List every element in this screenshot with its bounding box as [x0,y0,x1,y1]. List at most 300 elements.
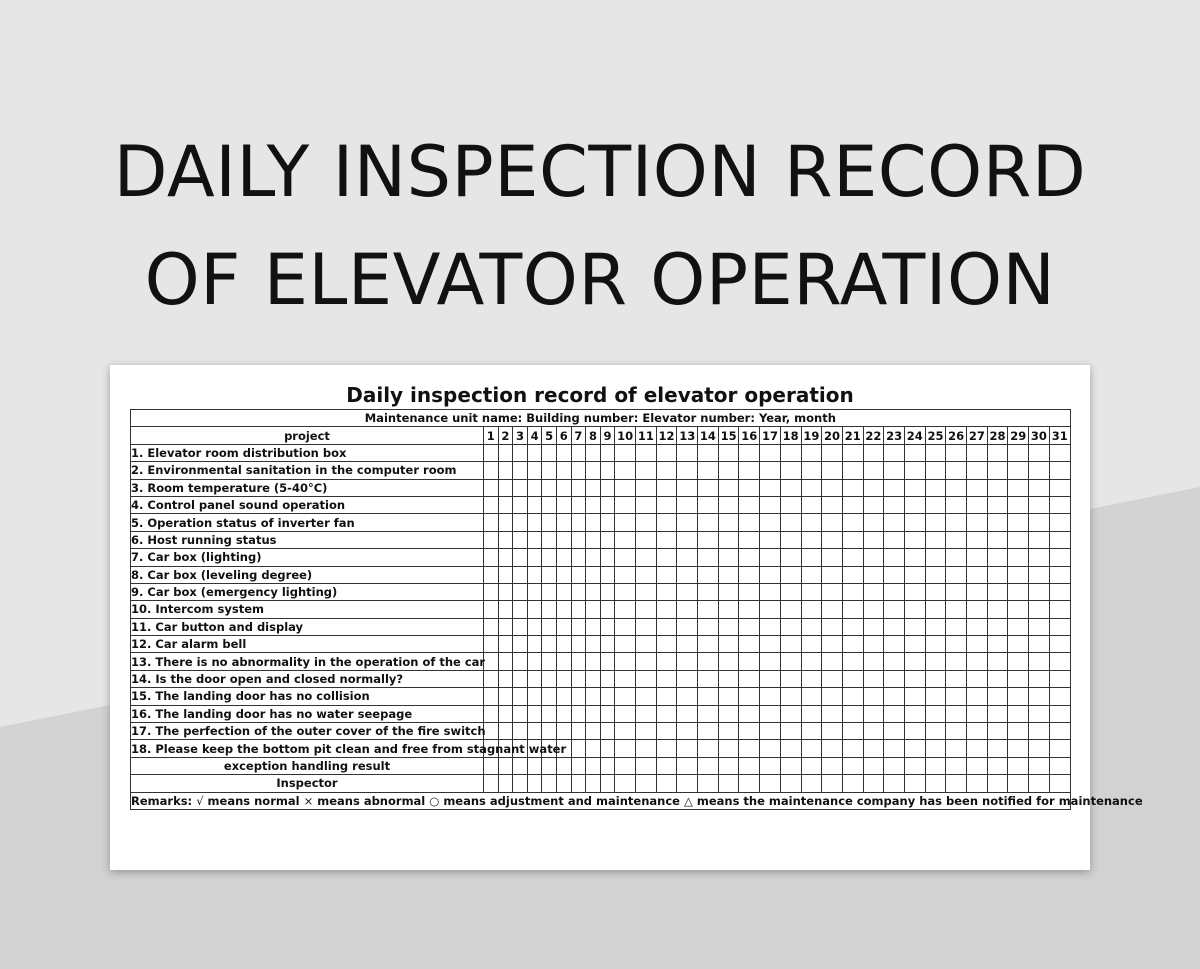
check-cell[interactable] [801,514,822,531]
check-cell[interactable] [739,653,760,670]
check-cell[interactable] [513,479,528,496]
signature-cell[interactable] [967,775,988,792]
check-cell[interactable] [760,444,781,461]
check-cell[interactable] [600,705,615,722]
check-cell[interactable] [484,566,499,583]
check-cell[interactable] [1029,531,1050,548]
check-cell[interactable] [498,636,513,653]
check-cell[interactable] [484,444,499,461]
check-cell[interactable] [571,462,586,479]
check-cell[interactable] [1008,740,1029,757]
check-cell[interactable] [1029,496,1050,513]
check-cell[interactable] [801,549,822,566]
check-cell[interactable] [1049,566,1070,583]
check-cell[interactable] [615,705,636,722]
check-cell[interactable] [586,479,601,496]
check-cell[interactable] [656,462,677,479]
check-cell[interactable] [600,583,615,600]
check-cell[interactable] [513,653,528,670]
check-cell[interactable] [946,514,967,531]
signature-cell[interactable] [698,775,719,792]
check-cell[interactable] [760,566,781,583]
check-cell[interactable] [1029,636,1050,653]
check-cell[interactable] [542,636,557,653]
check-cell[interactable] [987,653,1008,670]
check-cell[interactable] [542,514,557,531]
check-cell[interactable] [987,688,1008,705]
check-cell[interactable] [484,462,499,479]
check-cell[interactable] [600,549,615,566]
check-cell[interactable] [987,531,1008,548]
check-cell[interactable] [863,462,884,479]
check-cell[interactable] [698,688,719,705]
check-cell[interactable] [946,670,967,687]
check-cell[interactable] [904,531,925,548]
check-cell[interactable] [1008,462,1029,479]
check-cell[interactable] [513,549,528,566]
signature-cell[interactable] [513,775,528,792]
check-cell[interactable] [571,723,586,740]
signature-cell[interactable] [946,775,967,792]
check-cell[interactable] [556,549,571,566]
check-cell[interactable] [822,670,843,687]
check-cell[interactable] [904,618,925,635]
check-cell[interactable] [600,670,615,687]
check-cell[interactable] [967,688,988,705]
check-cell[interactable] [484,583,499,600]
check-cell[interactable] [636,618,657,635]
check-cell[interactable] [1008,705,1029,722]
signature-cell[interactable] [1049,757,1070,774]
check-cell[interactable] [925,462,946,479]
check-cell[interactable] [760,462,781,479]
check-cell[interactable] [822,723,843,740]
check-cell[interactable] [615,549,636,566]
check-cell[interactable] [925,444,946,461]
check-cell[interactable] [656,636,677,653]
check-cell[interactable] [801,670,822,687]
check-cell[interactable] [484,549,499,566]
check-cell[interactable] [946,653,967,670]
check-cell[interactable] [842,479,863,496]
check-cell[interactable] [527,531,542,548]
check-cell[interactable] [571,444,586,461]
check-cell[interactable] [656,723,677,740]
check-cell[interactable] [498,583,513,600]
check-cell[interactable] [1008,601,1029,618]
check-cell[interactable] [498,688,513,705]
check-cell[interactable] [904,705,925,722]
signature-cell[interactable] [946,757,967,774]
check-cell[interactable] [842,688,863,705]
check-cell[interactable] [1008,566,1029,583]
check-cell[interactable] [801,636,822,653]
check-cell[interactable] [842,601,863,618]
check-cell[interactable] [556,688,571,705]
check-cell[interactable] [760,670,781,687]
check-cell[interactable] [1049,514,1070,531]
check-cell[interactable] [527,723,542,740]
signature-cell[interactable] [801,775,822,792]
check-cell[interactable] [946,705,967,722]
check-cell[interactable] [863,688,884,705]
check-cell[interactable] [600,653,615,670]
check-cell[interactable] [542,618,557,635]
check-cell[interactable] [863,444,884,461]
check-cell[interactable] [967,601,988,618]
check-cell[interactable] [698,653,719,670]
check-cell[interactable] [760,688,781,705]
check-cell[interactable] [1049,531,1070,548]
check-cell[interactable] [718,514,739,531]
check-cell[interactable] [527,618,542,635]
check-cell[interactable] [904,723,925,740]
check-cell[interactable] [677,601,698,618]
check-cell[interactable] [586,531,601,548]
check-cell[interactable] [822,531,843,548]
check-cell[interactable] [925,549,946,566]
check-cell[interactable] [600,566,615,583]
check-cell[interactable] [484,479,499,496]
check-cell[interactable] [946,740,967,757]
check-cell[interactable] [884,618,905,635]
check-cell[interactable] [586,723,601,740]
check-cell[interactable] [586,462,601,479]
check-cell[interactable] [718,688,739,705]
signature-cell[interactable] [1008,775,1029,792]
check-cell[interactable] [698,462,719,479]
check-cell[interactable] [527,636,542,653]
check-cell[interactable] [739,496,760,513]
check-cell[interactable] [600,496,615,513]
check-cell[interactable] [718,462,739,479]
check-cell[interactable] [842,444,863,461]
check-cell[interactable] [904,549,925,566]
check-cell[interactable] [677,670,698,687]
check-cell[interactable] [718,636,739,653]
check-cell[interactable] [801,444,822,461]
check-cell[interactable] [946,462,967,479]
check-cell[interactable] [586,601,601,618]
check-cell[interactable] [884,723,905,740]
check-cell[interactable] [677,583,698,600]
check-cell[interactable] [842,514,863,531]
check-cell[interactable] [780,723,801,740]
check-cell[interactable] [822,496,843,513]
check-cell[interactable] [718,566,739,583]
check-cell[interactable] [636,514,657,531]
check-cell[interactable] [904,670,925,687]
check-cell[interactable] [698,740,719,757]
check-cell[interactable] [718,723,739,740]
check-cell[interactable] [822,462,843,479]
check-cell[interactable] [636,653,657,670]
check-cell[interactable] [636,479,657,496]
check-cell[interactable] [946,636,967,653]
check-cell[interactable] [636,723,657,740]
check-cell[interactable] [863,583,884,600]
signature-cell[interactable] [600,775,615,792]
check-cell[interactable] [987,583,1008,600]
check-cell[interactable] [801,479,822,496]
check-cell[interactable] [656,531,677,548]
check-cell[interactable] [739,549,760,566]
check-cell[interactable] [484,496,499,513]
check-cell[interactable] [863,618,884,635]
check-cell[interactable] [842,670,863,687]
check-cell[interactable] [656,705,677,722]
check-cell[interactable] [498,462,513,479]
check-cell[interactable] [987,496,1008,513]
check-cell[interactable] [760,618,781,635]
signature-cell[interactable] [967,757,988,774]
check-cell[interactable] [586,740,601,757]
check-cell[interactable] [925,705,946,722]
signature-cell[interactable] [718,757,739,774]
signature-cell[interactable] [636,775,657,792]
check-cell[interactable] [863,601,884,618]
check-cell[interactable] [863,705,884,722]
signature-cell[interactable] [760,775,781,792]
check-cell[interactable] [542,723,557,740]
check-cell[interactable] [1008,670,1029,687]
check-cell[interactable] [842,496,863,513]
check-cell[interactable] [842,740,863,757]
signature-cell[interactable] [571,775,586,792]
check-cell[interactable] [656,496,677,513]
check-cell[interactable] [884,636,905,653]
check-cell[interactable] [513,496,528,513]
check-cell[interactable] [1049,705,1070,722]
signature-cell[interactable] [556,757,571,774]
check-cell[interactable] [946,549,967,566]
check-cell[interactable] [718,496,739,513]
check-cell[interactable] [780,549,801,566]
check-cell[interactable] [967,653,988,670]
signature-cell[interactable] [842,775,863,792]
check-cell[interactable] [780,740,801,757]
check-cell[interactable] [739,583,760,600]
check-cell[interactable] [946,566,967,583]
check-cell[interactable] [698,601,719,618]
check-cell[interactable] [542,601,557,618]
check-cell[interactable] [656,566,677,583]
check-cell[interactable] [542,496,557,513]
check-cell[interactable] [780,531,801,548]
signature-cell[interactable] [842,757,863,774]
check-cell[interactable] [760,723,781,740]
check-cell[interactable] [556,705,571,722]
check-cell[interactable] [760,601,781,618]
check-cell[interactable] [542,462,557,479]
check-cell[interactable] [863,670,884,687]
check-cell[interactable] [600,462,615,479]
check-cell[interactable] [513,723,528,740]
check-cell[interactable] [513,688,528,705]
check-cell[interactable] [677,618,698,635]
check-cell[interactable] [863,514,884,531]
check-cell[interactable] [498,549,513,566]
check-cell[interactable] [1029,601,1050,618]
check-cell[interactable] [760,531,781,548]
check-cell[interactable] [1008,531,1029,548]
check-cell[interactable] [571,549,586,566]
check-cell[interactable] [987,670,1008,687]
check-cell[interactable] [1049,653,1070,670]
check-cell[interactable] [780,566,801,583]
check-cell[interactable] [556,462,571,479]
signature-cell[interactable] [498,775,513,792]
check-cell[interactable] [863,479,884,496]
check-cell[interactable] [677,636,698,653]
check-cell[interactable] [636,670,657,687]
check-cell[interactable] [987,444,1008,461]
check-cell[interactable] [987,514,1008,531]
signature-cell[interactable] [863,757,884,774]
check-cell[interactable] [925,601,946,618]
check-cell[interactable] [1029,705,1050,722]
check-cell[interactable] [556,514,571,531]
check-cell[interactable] [484,723,499,740]
check-cell[interactable] [498,444,513,461]
check-cell[interactable] [656,601,677,618]
check-cell[interactable] [718,549,739,566]
check-cell[interactable] [513,670,528,687]
check-cell[interactable] [801,740,822,757]
signature-cell[interactable] [987,775,1008,792]
check-cell[interactable] [946,583,967,600]
check-cell[interactable] [656,549,677,566]
check-cell[interactable] [967,514,988,531]
check-cell[interactable] [600,618,615,635]
check-cell[interactable] [527,514,542,531]
check-cell[interactable] [780,636,801,653]
check-cell[interactable] [925,583,946,600]
check-cell[interactable] [739,479,760,496]
check-cell[interactable] [904,583,925,600]
check-cell[interactable] [498,723,513,740]
check-cell[interactable] [484,670,499,687]
check-cell[interactable] [586,670,601,687]
check-cell[interactable] [513,531,528,548]
check-cell[interactable] [1049,462,1070,479]
check-cell[interactable] [615,601,636,618]
check-cell[interactable] [801,496,822,513]
check-cell[interactable] [556,531,571,548]
signature-cell[interactable] [615,757,636,774]
check-cell[interactable] [636,740,657,757]
signature-cell[interactable] [1029,757,1050,774]
signature-cell[interactable] [586,775,601,792]
check-cell[interactable] [884,479,905,496]
check-cell[interactable] [822,514,843,531]
check-cell[interactable] [925,653,946,670]
check-cell[interactable] [586,636,601,653]
signature-cell[interactable] [527,757,542,774]
check-cell[interactable] [967,583,988,600]
check-cell[interactable] [842,462,863,479]
check-cell[interactable] [1049,670,1070,687]
signature-cell[interactable] [739,775,760,792]
check-cell[interactable] [822,444,843,461]
check-cell[interactable] [718,583,739,600]
check-cell[interactable] [498,653,513,670]
signature-cell[interactable] [586,757,601,774]
check-cell[interactable] [884,444,905,461]
check-cell[interactable] [863,549,884,566]
check-cell[interactable] [1008,479,1029,496]
check-cell[interactable] [884,670,905,687]
signature-cell[interactable] [615,775,636,792]
check-cell[interactable] [527,462,542,479]
check-cell[interactable] [600,444,615,461]
check-cell[interactable] [698,636,719,653]
check-cell[interactable] [615,566,636,583]
check-cell[interactable] [586,583,601,600]
signature-cell[interactable] [904,775,925,792]
check-cell[interactable] [1049,583,1070,600]
check-cell[interactable] [1049,601,1070,618]
check-cell[interactable] [527,601,542,618]
check-cell[interactable] [780,688,801,705]
check-cell[interactable] [780,653,801,670]
check-cell[interactable] [527,670,542,687]
signature-cell[interactable] [698,757,719,774]
check-cell[interactable] [863,723,884,740]
check-cell[interactable] [600,601,615,618]
check-cell[interactable] [739,740,760,757]
check-cell[interactable] [1029,688,1050,705]
check-cell[interactable] [946,479,967,496]
signature-cell[interactable] [498,757,513,774]
check-cell[interactable] [987,549,1008,566]
check-cell[interactable] [484,688,499,705]
check-cell[interactable] [615,688,636,705]
check-cell[interactable] [542,531,557,548]
check-cell[interactable] [904,479,925,496]
check-cell[interactable] [542,583,557,600]
check-cell[interactable] [677,705,698,722]
check-cell[interactable] [1049,618,1070,635]
check-cell[interactable] [1029,444,1050,461]
check-cell[interactable] [925,723,946,740]
signature-cell[interactable] [718,775,739,792]
check-cell[interactable] [656,514,677,531]
check-cell[interactable] [884,653,905,670]
check-cell[interactable] [571,618,586,635]
check-cell[interactable] [698,514,719,531]
check-cell[interactable] [739,688,760,705]
check-cell[interactable] [513,444,528,461]
signature-cell[interactable] [822,775,843,792]
check-cell[interactable] [556,618,571,635]
check-cell[interactable] [636,705,657,722]
check-cell[interactable] [1008,688,1029,705]
check-cell[interactable] [739,462,760,479]
check-cell[interactable] [904,566,925,583]
check-cell[interactable] [636,688,657,705]
check-cell[interactable] [801,618,822,635]
check-cell[interactable] [1029,514,1050,531]
check-cell[interactable] [801,653,822,670]
check-cell[interactable] [542,549,557,566]
check-cell[interactable] [967,566,988,583]
check-cell[interactable] [698,566,719,583]
check-cell[interactable] [656,479,677,496]
check-cell[interactable] [571,653,586,670]
check-cell[interactable] [556,670,571,687]
check-cell[interactable] [1029,653,1050,670]
